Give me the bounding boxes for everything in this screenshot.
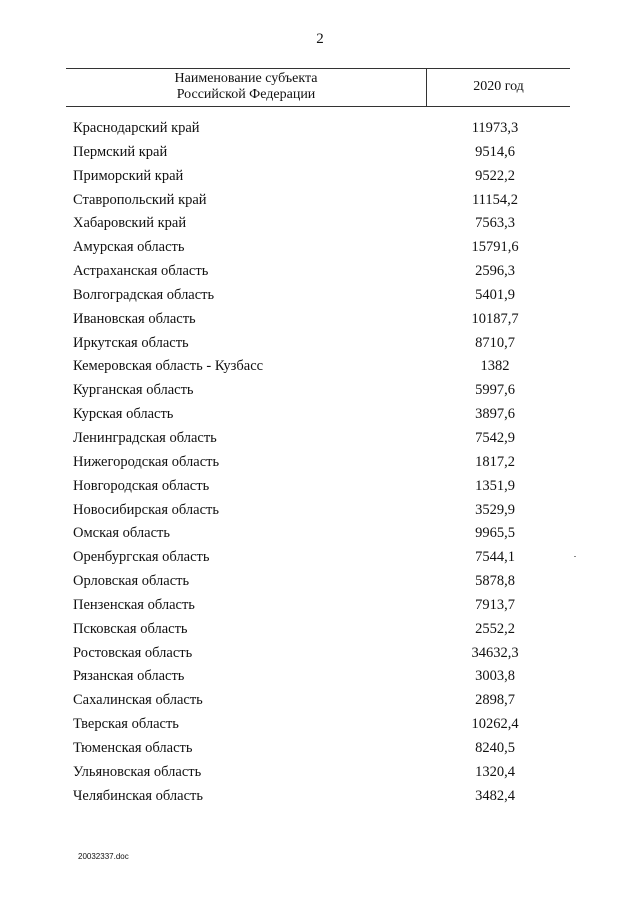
table-row: [0, 237, 640, 261]
region-name: Иркутская область: [73, 334, 189, 351]
header-name-line-1: Наименование субъекта: [174, 71, 318, 86]
region-value: 1817,2: [475, 453, 515, 470]
region-name: Краснодарский край: [73, 120, 200, 136]
region-value: 2596,3: [475, 263, 515, 280]
region-name: Волгоградская область: [73, 286, 215, 303]
region-value: 9522,2: [475, 167, 515, 184]
table-body: [0, 118, 640, 809]
region-name: Челябинская область: [73, 787, 203, 804]
region-value: 7913,7: [475, 596, 515, 613]
region-value: 1382: [480, 358, 510, 375]
region-value: 3529,9: [475, 501, 515, 518]
region-value: 8710,7: [475, 334, 515, 351]
region-name: Хабаровский край: [73, 215, 187, 232]
region-value: 1351,9: [475, 477, 515, 494]
region-name: Пензенская область: [73, 596, 195, 613]
table-row: [0, 762, 640, 786]
table-row: [0, 380, 640, 404]
table-row: [0, 523, 640, 547]
footer-filename: 20032337.doc: [78, 852, 129, 861]
region-value: 2898,7: [475, 692, 515, 709]
region-value: 9965,5: [475, 525, 515, 542]
region-name: Рязанская область: [73, 668, 185, 685]
header-name-column: [66, 71, 426, 103]
table-row: [0, 547, 640, 571]
region-value: 1320,4: [475, 763, 515, 780]
table-row: [0, 738, 640, 762]
region-value: 7563,3: [475, 215, 515, 232]
region-name: Амурская область: [73, 239, 185, 256]
table-header: [66, 68, 570, 107]
table-row: [0, 666, 640, 690]
region-name: Пермский край: [73, 143, 168, 160]
region-name: Приморский край: [73, 167, 184, 184]
region-name: Курская область: [73, 406, 174, 423]
table-row: [0, 285, 640, 309]
region-name: Тверская область: [73, 716, 179, 733]
table-row: [0, 571, 640, 595]
region-value: 15791,6: [471, 239, 519, 256]
region-value: 3003,8: [475, 668, 515, 685]
table-row: [0, 333, 640, 357]
region-value: 3897,6: [475, 406, 515, 423]
table-row: [0, 261, 640, 285]
table-row: [0, 500, 640, 524]
table-row: [0, 595, 640, 619]
region-name: Псковская область: [73, 620, 188, 637]
table-row: [0, 309, 640, 333]
region-name: Ленинградская область: [73, 429, 217, 446]
table-row: [0, 190, 640, 214]
region-name: Кемеровская область - Кузбасс: [73, 358, 264, 375]
region-value: 5401,9: [475, 286, 515, 303]
table-row: [0, 166, 640, 190]
region-name: Астраханская область: [73, 263, 209, 280]
table-row: [0, 118, 640, 142]
region-value: 2552,2: [475, 620, 515, 637]
table-row: [0, 142, 640, 166]
region-name: Курганская область: [73, 382, 194, 399]
region-value: 10262,4: [471, 716, 519, 733]
table-row: [0, 690, 640, 714]
region-name: Ростовская область: [73, 644, 193, 661]
region-value: 10187,7: [471, 310, 519, 327]
scan-speck: [574, 556, 576, 557]
region-value: 34632,3: [471, 644, 519, 661]
region-value: 3482,4: [475, 787, 515, 804]
region-name: Ульяновская область: [73, 763, 202, 780]
table-row: [0, 428, 640, 452]
page-number: 2: [316, 31, 324, 47]
region-name: Оренбургская область: [73, 549, 210, 566]
table-row: [0, 643, 640, 667]
header-year-column: 2020 год: [473, 79, 524, 94]
table-row: [0, 452, 640, 476]
region-name: Новгородская область: [73, 477, 210, 494]
region-value: 7544,1: [475, 549, 515, 566]
table-row: [0, 404, 640, 428]
region-value: 8240,5: [475, 739, 515, 756]
region-name: Тюменская область: [73, 739, 193, 756]
region-name: Орловская область: [73, 573, 190, 590]
table-row: [0, 356, 640, 380]
region-value: 7542,9: [475, 429, 515, 446]
header-name-line-2: Российской Федерации: [176, 87, 316, 102]
region-value: 11154,2: [471, 191, 519, 208]
region-name: Омская область: [73, 525, 170, 542]
region-value: 11973,3: [471, 120, 519, 136]
table-row: [0, 619, 640, 643]
table-row: [0, 476, 640, 500]
region-name: Сахалинская область: [73, 692, 203, 709]
region-value: 5878,8: [475, 573, 515, 590]
region-name: Ставропольский край: [73, 191, 207, 208]
region-name: Нижегородская область: [73, 453, 220, 470]
region-name: Ивановская область: [73, 310, 196, 327]
region-name: Новосибирская область: [73, 501, 219, 518]
region-value: 5997,6: [475, 382, 515, 399]
table-row: [0, 714, 640, 738]
table-row: [0, 213, 640, 237]
region-value: 9514,6: [475, 143, 515, 160]
table-row: [0, 786, 640, 810]
